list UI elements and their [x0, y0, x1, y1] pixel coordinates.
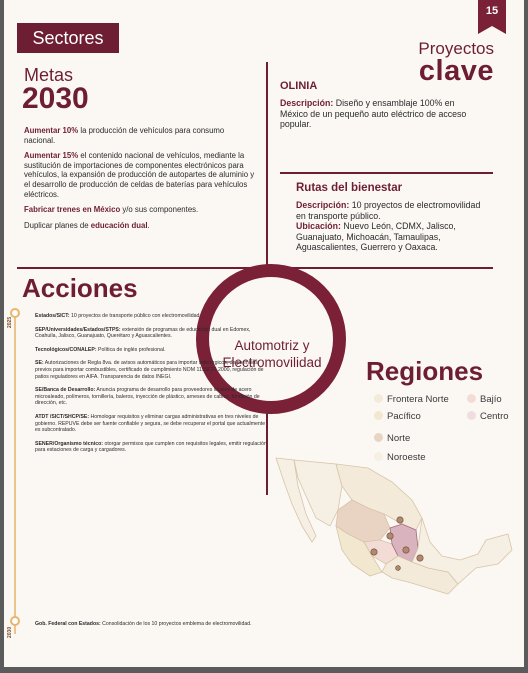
map-marker [387, 533, 393, 539]
map-marker [396, 566, 401, 571]
actions-list [35, 313, 267, 627]
legend-noroeste: Noroeste [374, 452, 426, 463]
action-item: SEP/Universidades/Estados/STPS: extensión de programas de educación dual en Edomex, Coahuila, Jalisco, Guanajuato, Querétaro y Aguascalientes. [35, 326, 251, 340]
goal-item: Aumentar 15% el contenido nacional de vehículos, mediante la sustitución de importaciones de componentes electrónicos para vehículos, la expansión de producción de autopartes de aluminio y el desarrollo de producción de celdas de baterías para vehículos eléctricos. [24, 151, 255, 199]
sectores-tag: Sectores [17, 23, 119, 53]
action-item: SE/Banca de Desarrollo: Anuncia programa de desarrollo para proveedores locales de acero microaleado, polímeros, tornillería, baleros, inyección de plástico, arneses de cables, fundición de dirección, etc. [35, 387, 260, 407]
legend-swatch [467, 394, 476, 403]
olinia-title: OLINIA [280, 80, 318, 92]
map-marker [403, 547, 409, 553]
timeline-year-start: 2025 [7, 316, 13, 328]
timeline-end-dot [10, 616, 20, 626]
acciones-heading: Acciones [22, 273, 138, 303]
legend-norte: Norte [374, 433, 410, 444]
map-marker [417, 555, 423, 561]
document-page [4, 0, 524, 667]
legend-frontera-norte: Frontera Norte [374, 394, 449, 405]
regiones-heading: Regiones [366, 356, 484, 386]
goal-item: Duplicar planes de educación dual. [24, 220, 150, 230]
action-item: Estados/SICT: 10 proyectos de transporte público con electromovilidad. [35, 313, 201, 319]
action-item: ATDT /SICT/SHCP/SE: Homologar requisitos y eliminar cargas administrativas en tres niveles de gobierno. REPUVE debe ser fuente confiable y segura, se debe recuperar el portal que actualmente es subcontratado. [35, 413, 266, 434]
mexico-map [272, 456, 524, 616]
rutas-description: Descripción: 10 proyectos de electromovilidad en transporte público. Ubicación: Nuevo León, CDMX, Jalisco, Guanajuato, Michoacán, Tamaulipas, Aguascalientes, Guerrero y Oaxaca. [296, 200, 481, 253]
metas-year: 2030 [22, 82, 89, 115]
goal-item: Aumentar 10% la producción de vehículos para consumo nacional. [24, 126, 225, 145]
legend-swatch [374, 411, 383, 420]
center-title: Automotriz y Electromovilidad [222, 338, 322, 370]
legend-bajio: Bajío [467, 394, 502, 405]
clave-heading: clave [418, 55, 494, 87]
map-marker [397, 517, 403, 523]
timeline-year-end: 2030 [7, 626, 13, 638]
goal-item: Fabricar trenes en México y/o sus componentes. [24, 205, 199, 215]
olinia-description: Descripción: Diseño y ensamblaje 100% en México de un pequeño auto eléctrico de acceso popular. [280, 98, 467, 130]
legend-swatch [374, 394, 383, 403]
divider-vertical-top [266, 62, 268, 267]
action-item: Tecnológicos/CONALEP: Política de inglés profesional. [35, 346, 166, 353]
action-item: SE: Autorizaciones de Regla 8va. de avisos automáticos para importar siderúrgicos, de permisos previos para importar combustibles, certificado de cumplimiento NOM 119SCFI 2000, regulación de patios reguladores en AIFA. Transparencia de datos INEGI. [35, 360, 264, 380]
page-number-badge: 15 [478, 0, 506, 26]
proyectos-heading: Proyectos [418, 39, 494, 58]
timeline-bar [14, 312, 16, 634]
goals-list [24, 126, 256, 236]
map-marker [371, 549, 377, 555]
legend-centro: Centro [467, 411, 509, 422]
legend-swatch [374, 433, 383, 442]
legend-pacifico: Pacífico [374, 411, 421, 422]
rutas-divider [280, 172, 493, 174]
metas-heading: Metas [24, 65, 74, 85]
legend-swatch [467, 411, 476, 420]
rutas-title: Rutas del bienestar [296, 182, 403, 194]
action-item-final: Gob. Federal con Estados: Consolidación de los 10 proyectos emblema de electromovilidad. [35, 621, 252, 627]
action-item: SENER/Organismo técnico: otorgar permisos que cumplen con requisitos legales, emitir regulación para estaciones de carga y cargadores. [35, 440, 267, 454]
